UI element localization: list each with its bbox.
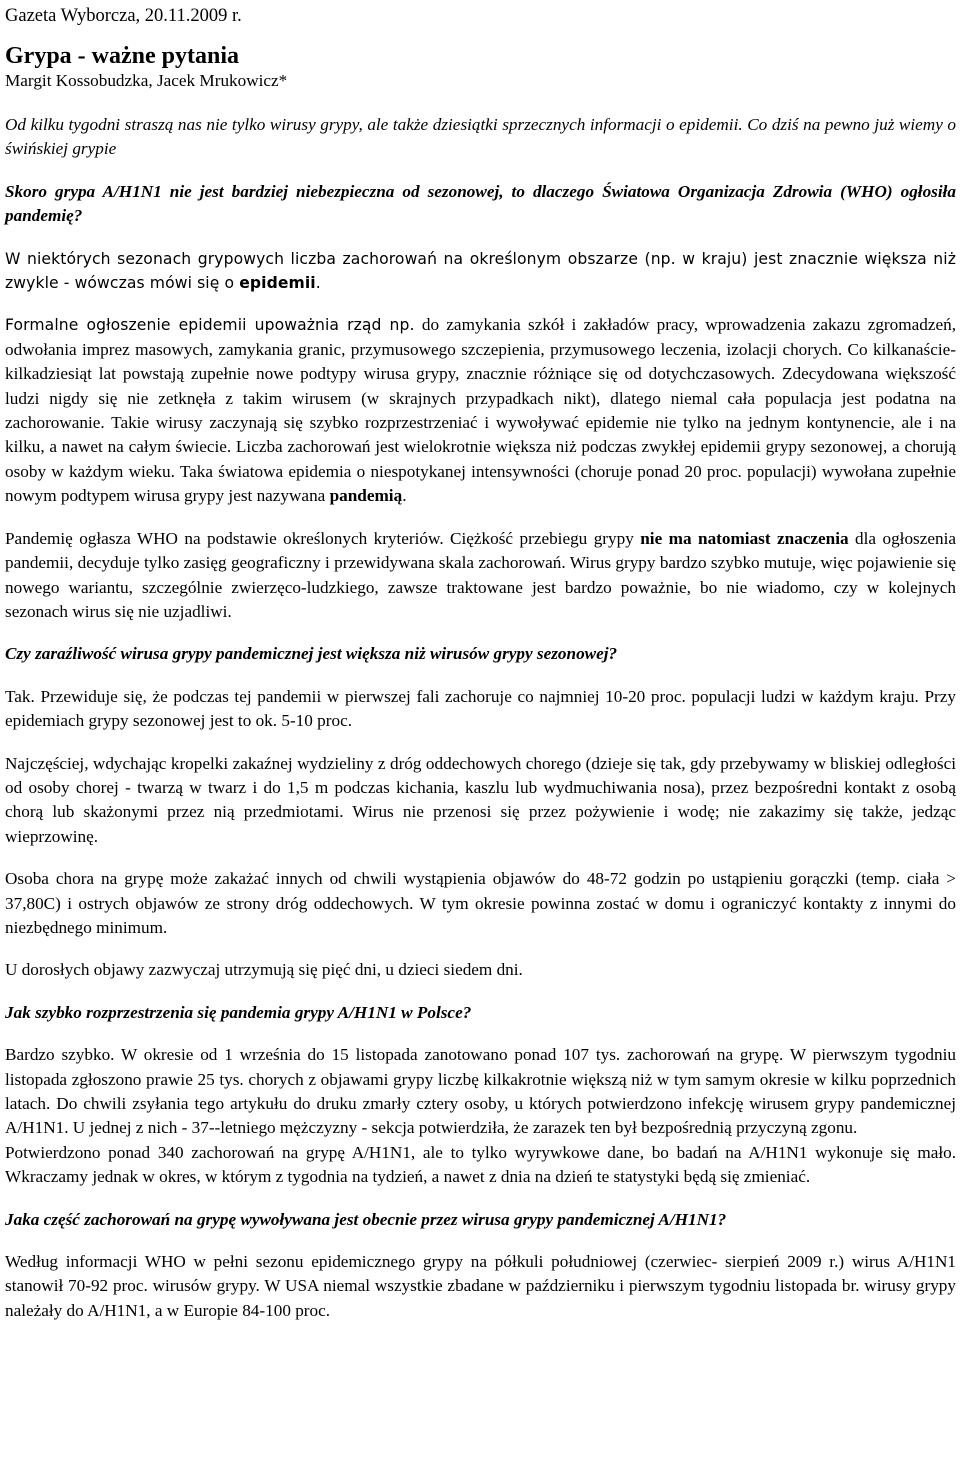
- bold-term-epidemii: epidemii: [239, 274, 316, 293]
- article-authors: Margit Kossobudzka, Jacek Mrukowicz*: [5, 71, 288, 90]
- answer-1-paragraph-1: [5, 247, 956, 296]
- answer-3-paragraph-1: Bardzo szybko. W okresie od 1 września do 15 listopada zanotowano ponad 107 tys. zachorowań na grypę. W pierwszym tygodniu listopada zgłoszono prawie 25 tys. chorych z objawami grypy liczbę kilkakrotnie większą niż w tym samym okresie w kilku poprzednich latach. Do chwili zsyłania tego artykułu do druku zmarły cztery osoby, u których potwierdzono infekcję wirusem grypy pandemicznej A/H1N1. U jednej z nich - 37--letniego mężczyzny - sekcja potwierdziła, że zarazek ten był bezpośrednią przyczyną zgonu.: [5, 1045, 956, 1138]
- question-2: Czy zaraźliwość wirusa grypy pandemicznej jest większa niż wirusów grypy sezonowej?: [5, 644, 618, 664]
- answer-1-paragraph-2: [5, 313, 956, 508]
- text-span-sans: Formalne ogłoszenie epidemii upoważnia rząd np.: [5, 316, 415, 335]
- article-title: Grypa - ważne pytania: [5, 43, 239, 69]
- text-span: .: [402, 486, 407, 506]
- text-span: .: [315, 274, 321, 293]
- question-3: Jak szybko rozprzestrzenia się pandemia grypy A/H1N1 w Polsce?: [5, 1002, 472, 1022]
- bold-phrase: nie ma natomiast znaczenia: [640, 528, 849, 548]
- answer-3-paragraph-2: Potwierdzono ponad 340 zachorowań na grypę A/H1N1, ale to tylko wyrywkowe dane, bo badań na A/H1N1 wykonuje się mało. Wkraczamy jednak w okres, w którym z tygodnia na tydzień, a nawet z dnia na dzień te statystyki będą się zmieniać.: [5, 1142, 956, 1187]
- text-span: W niektórych sezonach grypowych liczba zachorowań na określonym obszarze (np. w kraju) jest znacznie większa niż zwykle - wówczas mówi się o: [5, 249, 956, 293]
- answer-2-paragraph-4: U dorosłych objawy zazwyczaj utrzymują się pięć dni, u dzieci siedem dni.: [5, 960, 523, 980]
- bold-term-pandemia: pandemią: [329, 486, 403, 506]
- question-1: Skoro grypa A/H1N1 nie jest bardziej niebezpieczna od sezonowej, to dlaczego Światowa Organizacja Zdrowia (WHO) ogłosiła pandemię?: [5, 181, 956, 226]
- answer-2-paragraph-3: Osoba chora na grypę może zakażać innych od chwili wystąpienia objawów do 48-72 godzin po ustąpieniu gorączki (temp. ciała > 37,80C) i ostrych objawów ze strony dróg oddechowych. W tym okresie powinna zostać w domu i ograniczyć kontakty z innymi do niezbędnego minimum.: [5, 869, 956, 937]
- source-line: Gazeta Wyborcza, 20.11.2009 r.: [5, 6, 242, 26]
- question-4: Jaka część zachorowań na grypę wywoływana jest obecnie przez wirusa grypy pandemicznej A/H1N1?: [5, 1209, 727, 1229]
- text-span: dla ogłoszenia pandemii, decyduje tylko zasięg geograficzny i przewidywana skala zachorowań. Wirus grypy bardzo szybko mutuje, więc pojawienie się nowego wariantu, szczególnie zwierzęco-ludzkiego, zawsze traktowane jest bardzo poważnie, bo nie wiadomo, czy w kolejnych sezonach wirus się nie uzjadliwi.: [5, 528, 956, 621]
- text-span: Pandemię ogłasza WHO na podstawie określonych kryteriów. Ciężkość przebiegu grypy: [5, 528, 641, 548]
- text-span: do zamykania szkół i zakładów pracy, wprowadzenia zakazu zgromadzeń, odwołania imprez masowych, zamykania granic, przymusowego szczepienia, przymusowego leczenia, izolacji chorych. Co kilkanaście-kilkadziesiąt lat powstają zupełnie nowe podtypy wirusa grypy, znacznie różniące się od dotychczasowych. Zdecydowana większość ludzi nigdy się nie zetknęła z takim wirusem (w skrajnych przypadkach nikt), dlatego niemal cała populacja jest podatna na zachorowanie. Takie wirusy zaczynają się szybko rozprzestrzeniać i wywoływać epidemie nie tylko na jednym kontynencie, ale i na kilku, a nawet na całym świecie. Liczba zachorowań jest wielokrotnie większa niż podczas zwykłej epidemii grypy sezonowej, a chorują osoby w każdym wieku. Taka światowa epidemia o niespotykanej intensywności (choruje ponad 20 proc. populacji) wywołana zupełnie nowym podtypem wirusa grypy jest nazywana: [5, 315, 956, 506]
- answer-1-paragraph-3: [5, 527, 956, 625]
- answer-2-paragraph-1: Tak. Przewiduje się, że podczas tej pandemii w pierwszej fali zachoruje co najmniej 10-20 proc. populacji ludzi w każdym kraju. Przy epidemiach grypy sezonowej jest to ok. 5-10 proc.: [5, 686, 956, 731]
- answer-4-paragraph-1: Według informacji WHO w pełni sezonu epidemicznego grypy na półkuli południowej (czerwiec- sierpień 2009 r.) wirus A/H1N1 stanowił 70-92 proc. wirusów grypy. W USA niemal wszystkie zbadane w październiku i pierwszym tygodniu listopada br. wirusy grypy należały do A/H1N1, a w Europie 84-100 proc.: [5, 1252, 956, 1320]
- article-lead: Od kilku tygodni straszą nas nie tylko wirusy grypy, ale także dziesiątki sprzecznych informacji o epidemii. Co dziś na pewno już wiemy o świńskiej grypie: [5, 115, 956, 159]
- answer-2-paragraph-2: Najczęściej, wdychając kropelki zakaźnej wydzieliny z dróg oddechowych chorego (dzieje się tak, gdy przebywamy w bliskiej odległości od osoby chorej - twarzą w twarz i do 1,5 m podczas kichania, kaszlu lub wydmuchiwania nosa), przez bezpośredni kontakt z osobą chorą lub skażonymi przez nią przedmiotami. Wirus nie przenosi się przez pożywienie i wodę; nie zakazimy się także, jedząc wieprzowinę.: [5, 753, 956, 846]
